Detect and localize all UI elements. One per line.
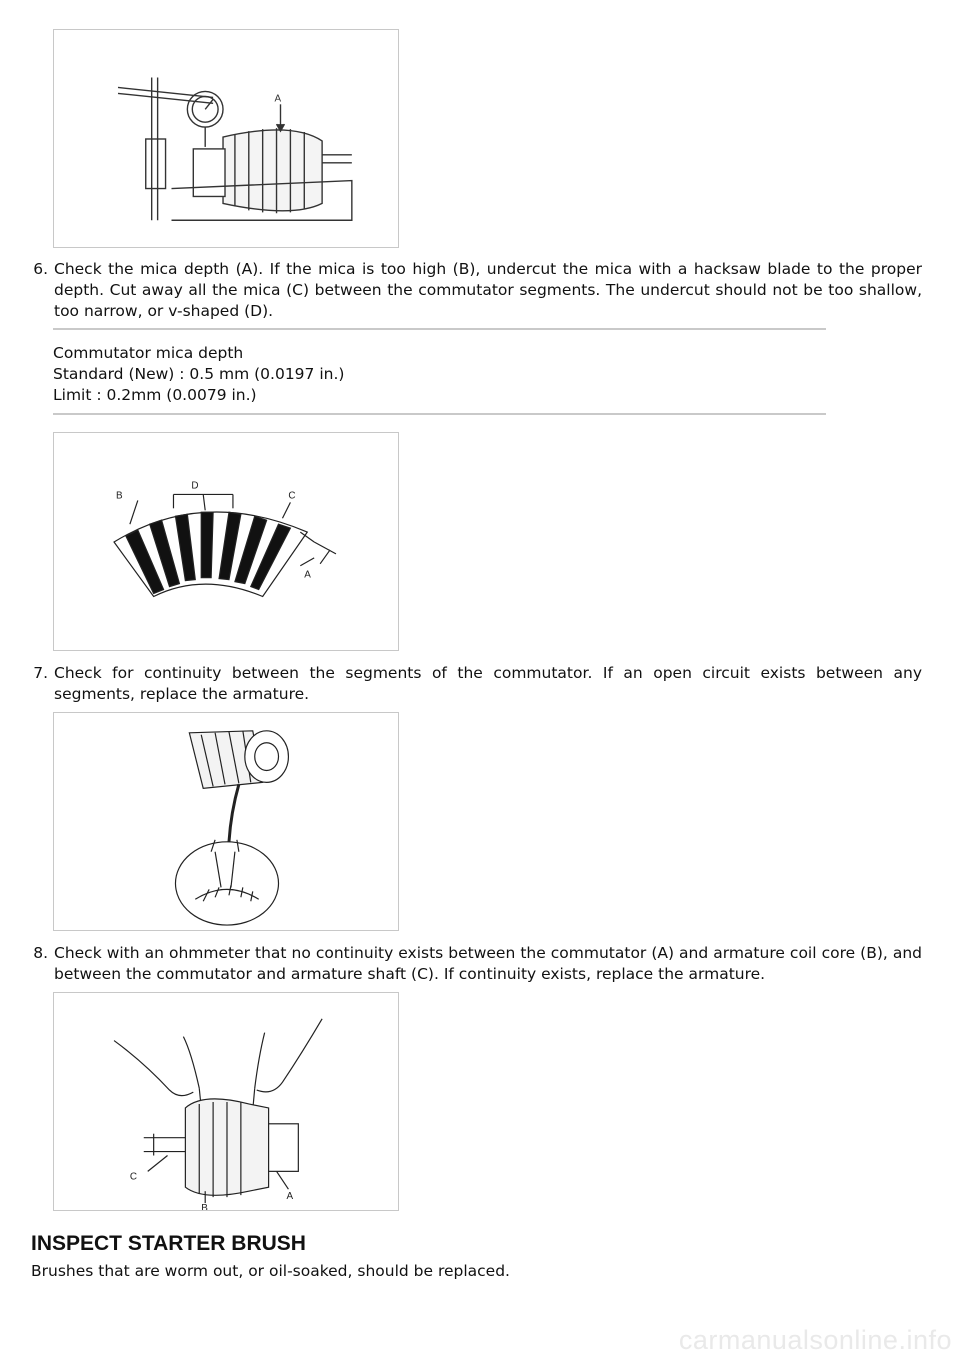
step-text: Check for continuity between the segments of the commutator. If an open circuit exists between any segments, replace the armature. <box>54 664 922 703</box>
fig2-label-c: C <box>288 490 296 502</box>
section-text: Brushes that are worm out, or oil-soaked, should be replaced. <box>31 1262 510 1280</box>
step-text: Check with an ohmmeter that no continuity exists between the commutator (A) and armature coil core (B), and between the commutator and armature shaft (C). If continuity exists, replace the armature. <box>54 944 922 983</box>
fig2-label-a: A <box>304 569 311 581</box>
fig2-label-d: D <box>191 480 199 492</box>
watermark: carmanualsonline.info <box>678 1325 952 1355</box>
fig1-label-a: A <box>274 93 282 105</box>
figure-dial-indicator <box>53 29 399 248</box>
segment-continuity-illustration <box>54 713 398 930</box>
fig4-label-b: B <box>201 1202 208 1210</box>
spec-limit: Limit : 0.2mm (0.0079 in.) <box>53 386 257 404</box>
mica-depth-illustration <box>54 433 398 650</box>
step-text: Check the mica depth (A). If the mica is too high (B), undercut the mica with a hacksaw blade to the proper depth. Cut away all the mica (C) between the commutator segments. The undercut should not be too shallow, too narrow, or v-shaped (D). <box>54 260 922 320</box>
divider-bottom <box>53 413 826 415</box>
spec-standard: Standard (New) : 0.5 mm (0.0197 in.) <box>53 365 345 383</box>
figure-segment-continuity <box>53 712 399 931</box>
spec-box <box>53 343 344 406</box>
ohmmeter-check-illustration <box>54 993 398 1210</box>
fig2-label-b: B <box>116 490 123 502</box>
fig4-label-c: C <box>129 1171 138 1183</box>
fig4-label-a: A <box>286 1191 294 1203</box>
dial-indicator-illustration <box>54 30 398 247</box>
step-number: 8. <box>33 944 48 962</box>
figure-mica-depth <box>53 432 399 651</box>
step-number: 7. <box>33 664 48 682</box>
figure-ohmmeter-check <box>53 992 399 1211</box>
spec-title: Commutator mica depth <box>53 344 244 362</box>
divider-top <box>53 328 826 330</box>
section-heading: INSPECT STARTER BRUSH <box>31 1232 306 1255</box>
step-number: 6. <box>33 260 48 278</box>
